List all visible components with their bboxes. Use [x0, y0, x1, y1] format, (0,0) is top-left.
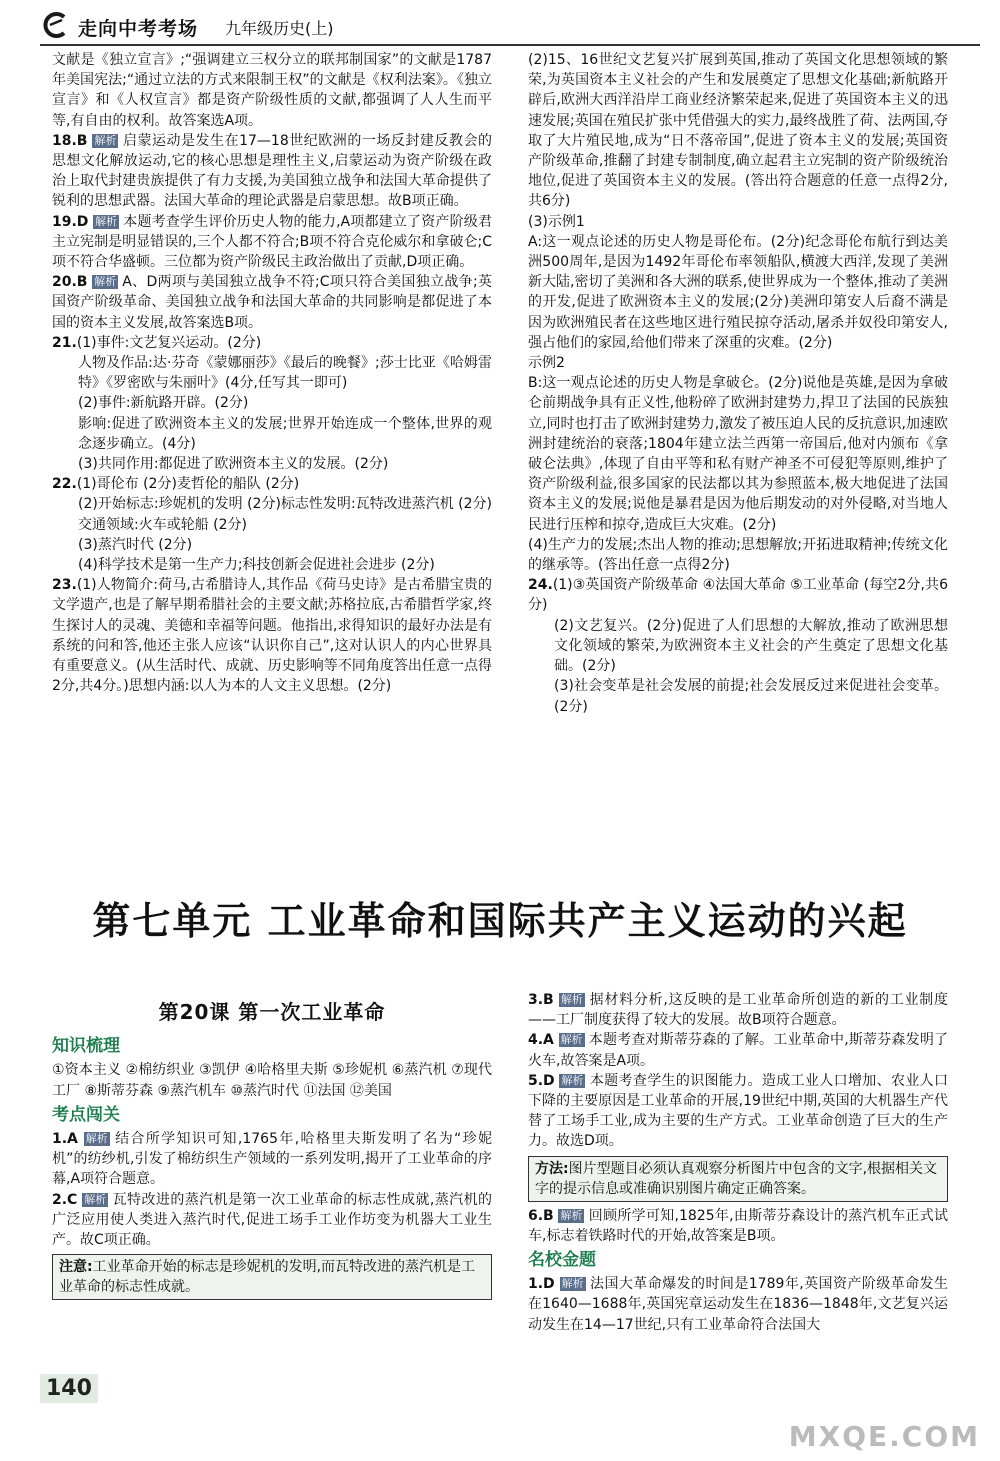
answer-22: 22.(1)哥伦布 (2分)麦哲伦的船队 (2分) [52, 476, 300, 493]
answer-18: 18.B 解析 启蒙运动是发生在17—18世纪欧洲的一场反封建反教会的思想文化解放运动,它的核心思想是理性主义,启蒙运动为资产阶级在政治上取代封建贵族提供了有力支援,为美国独立战争和法国大革命提供了锐利的思想武器。法国大革命的理论武器是启蒙思想。故B项正确。 [52, 132, 492, 210]
brand-title: 走向中考考场 [78, 18, 199, 40]
analysis-tag: 解析 [560, 1208, 583, 1222]
answer-line: 影响:促进了欧洲资本主义的发展;世界开始连成一个整体,世界的观念逐步确立。(4分) [78, 415, 492, 452]
answer-line: (3)社会变革是社会发展的前提;社会发展反过来促进社会变革。(2分) [554, 678, 948, 715]
answer-line: (2)文艺复兴。(2分)促进了人们思想的大解放,推动了欧洲思想文化领域的繁荣,为欧洲资本主义社会的产生奠定了思想文化基础。(2分) [554, 617, 948, 675]
analysis-tag: 解析 [95, 214, 118, 228]
analysis-tag: 解析 [560, 993, 583, 1006]
answer-line: 人物及作品:达·芬奇《蒙娜丽莎》《最后的晚餐》;莎士比亚《哈姆雷特》《罗密欧与朱丽叶》(4分,任写其一即可) [78, 355, 492, 392]
answers-right-column [528, 50, 948, 717]
section-heading-knowledge: 知识梳理 [52, 1036, 120, 1057]
answer-line: (3)共同作用:都促进了欧洲资本主义的发展。(2分) [78, 456, 389, 473]
lesson-section [52, 1002, 492, 1304]
note-box: 注意:工业革命开始的标志是珍妮机的发明,而瓦特改进的蒸汽机是工业革命的标志性成就。 [52, 1254, 492, 1300]
page-number: 140 [40, 1374, 98, 1403]
answer-19: 19.D 解析 本题考查学生评价历史人物的能力,A项都建立了资产阶级君主立宪制是明显错误的,三个人都不符合;B项不符合克伦威尔和拿破仑;C项不符合华盛顿。三位都为资产阶级民主政治做出了贡献,D项正确。 [52, 213, 492, 271]
page-header [40, 6, 980, 46]
header-divider [40, 44, 980, 46]
checkpoint-3: 3.B 解析 据材料分析,这反映的是工业革命所创造的新的工业制度——工厂制度获得了较大的发展。故B项符合题意。 [528, 992, 949, 1029]
answer-line: (3)示例1 [528, 213, 585, 230]
logo-icon [40, 10, 70, 40]
knowledge-answers: ①资本主义 ②棉纺织业 ③凯伊 ④哈格里夫斯 ⑤珍妮机 ⑥蒸汽机 ⑦现代工厂 ⑧斯蒂芬森 ⑨蒸汽机车 ⑩蒸汽时代 ⑪法国 ⑫美国 [52, 1062, 492, 1099]
answer-24: 24.(1)③英国资产阶级革命 ④法国大革命 ⑤工业革命 (每空2分,共6分) [528, 577, 948, 614]
section-heading-checkpoints: 考点闯关 [52, 1104, 120, 1125]
answer-line: (2)15、16世纪文艺复兴扩展到英国,推动了英国文化思想领域的繁荣,为英国资本主义社会的产生和发展奠定了思想文化基础;新航路开辟后,欧洲大西洋沿岸工商业经济繁荣起来,促进了英国资本主义的迅速发展;英国在殖民扩张中凭借强大的实力,最终战胜了荷、法两国,夺取了大片殖民地,成为“日不落帝国”,促进了资本主义的发展;英国资产阶级革命,推翻了封建专制制度,确立起君主立宪制的资产阶级统治地位,促进了英国资本主义的发展。(答出符合题意的任意一点得2分,共6分) [528, 52, 948, 210]
checkpoint-2: 2.C 解析 瓦特改进的蒸汽机是第一次工业革命的标志性成就,蒸汽机的广泛应用使人类进入蒸汽时代,促进工场手工业作坊变为机器大工业生产。故C项正确。 [52, 1191, 492, 1249]
unit-title: 第七单元 工业革命和国际共产主义运动的兴起 [92, 899, 908, 943]
analysis-tag: 解析 [94, 275, 117, 289]
checkpoint-1: 1.A 解析 结合所学知识可知,1765年,哈格里夫斯发明了名为“珍妮机”的纺纱机,引发了棉纺织生产领域的一系列发明,揭开了工业革命的序幕,A项符合题意。 [52, 1131, 493, 1188]
watermark: MXQE.COM [788, 1420, 980, 1453]
answer-line: (3)蒸汽时代 (2分) [78, 536, 193, 553]
subject-label: 九年级历史(上) [225, 19, 334, 38]
analysis-tag: 解析 [560, 1033, 583, 1047]
answer-line: B:这一观点论述的历史人物是拿破仑。(2分)说他是英雄,是因为拿破仑前期战争具有正义性,他粉碎了欧洲封建势力,捍卫了法国的民族独立,同时也打击了欧洲封建势力,激发了被压迫人民的反抗意识,加速欧洲封建统治的衰落;1804年建立法兰西第一帝国后,他对内颁布《拿破仑法典》,体现了自由平等和私有财产神圣不可侵犯等原则,维护了资产阶级利益,很多国家的民法都以其为参照蓝本,极大地促进了法国资本主义的发展;说他是暴君是因为他后期发动的对外侵略,对当地人民进行压榨和掠夺,造成巨大灾难。(2分) [528, 375, 948, 533]
analysis-tag: 解析 [561, 1277, 584, 1291]
lesson-title: 第20课 第一次工业革命 [158, 1000, 386, 1024]
answer-line: (4)科学技术是第一生产力;科技创新会促进社会进步 (2分) [78, 557, 435, 574]
analysis-tag: 解析 [84, 1192, 107, 1206]
exam-question-1: 1.D 解析 法国大革命爆发的时间是1789年,英国资产阶级革命发生在1640—1688年,英国宪章运动发生在1836—1848年,文艺复兴运动发生在14—17世纪,只有工业革命符合法国大 [528, 1276, 949, 1333]
analysis-tag: 解析 [94, 133, 117, 147]
method-box: 方法:图片型题目必须认真观察分析图片中包含的文字,根据相关文字的提示信息或准确识别图片确定正确答案。 [528, 1156, 948, 1202]
section-heading-exam: 名校金题 [528, 1250, 596, 1271]
checkpoint-5: 5.D 解析 本题考查学生的识图能力。造成工业人口增加、农业人口下降的主要原因是工业革命的开展,19世纪中期,英国的大机器生产代替了工场手工业,成为主要的生产方式。工业革命创造了巨大的生产力。故选D项。 [528, 1072, 949, 1150]
analysis-tag: 解析 [561, 1073, 584, 1087]
analysis-tag: 解析 [85, 1132, 108, 1146]
answer-line: (2)开始标志:珍妮机的发明 (2分)标志性发明:瓦特改进蒸汽机 (2分)交通领域:火车或轮船 (2分) [78, 496, 492, 533]
answers-left-column [52, 50, 492, 697]
checkpoint-6: 6.B 解析 回顾所学可知,1825年,由斯蒂芬森设计的蒸汽机车正式试车,标志着铁路时代的开始,故答案是B项。 [528, 1207, 949, 1244]
answer-paragraph: 文献是《独立宣言》;“强调建立三权分立的联邦制国家”的文献是1787年美国宪法;“通过立法的方式来限制王权”的文献是《权利法案》。《独立宣言》和《人权宣言》都是资产阶级性质的文献,都强调了人人生而平等,有自由的权利。故答案选A项。 [52, 52, 492, 129]
lesson-right-column [528, 990, 948, 1335]
answer-line: (4)生产力的发展;杰出人物的推动;思想解放;开拓进取精神;传统文化的继承等。(答出任意一点得2分) [528, 536, 948, 574]
answer-line: A:这一观点论述的历史人物是哥伦布。(2分)纪念哥伦布航行到达美洲500周年,是因为1492年哥伦布率领船队,横渡大西洋,发现了美洲新大陆,密切了美洲和各大洲的联系,使世界成为一个整体,推动了美洲的开发,促进了欧洲资本主义的发展;(2分)美洲印第安人后裔不满是因为欧洲殖民者在这些地区进行殖民掠夺活动,屠杀并奴役印第安人,强占他们的家园,给他们带来了深重的灾难。(2分) [528, 233, 948, 351]
answer-20: 20.B 解析 A、D两项与美国独立战争不符;C项只符合美国独立战争;英国资产阶级革命、美国独立战争和法国大革命的共同影响是都促进了本国的资本主义发展,故答案选B项。 [52, 274, 492, 331]
answer-line: (2)事件:新航路开辟。(2分) [78, 395, 249, 412]
checkpoint-4: 4.A 解析 本题考查对斯蒂芬森的了解。工业革命中,斯蒂芬森发明了火车,故答案是A项。 [528, 1032, 949, 1069]
answer-line: 示例2 [528, 355, 565, 372]
answer-23: 23.(1)人物简介:荷马,古希腊诗人,其作品《荷马史诗》是古希腊宝贵的文学遗产,也是了解早期希腊社会的主要文献;苏格拉底,古希腊哲学家,终生探讨人的灵魂、美德和幸福等问题。他指出,求得知识的最好办法是有系统的问和答,他还主张人应该“认识你自己”,这对认识人的内心世界具有重要意义。(从生活时代、成就、历史影响等不同角度答出任意一点得2分,共4分。)思想内涵:以人为本的人文主义思想。(2分) [52, 577, 492, 695]
answer-21: 21.(1)事件:文艺复兴运动。(2分) [52, 334, 262, 351]
